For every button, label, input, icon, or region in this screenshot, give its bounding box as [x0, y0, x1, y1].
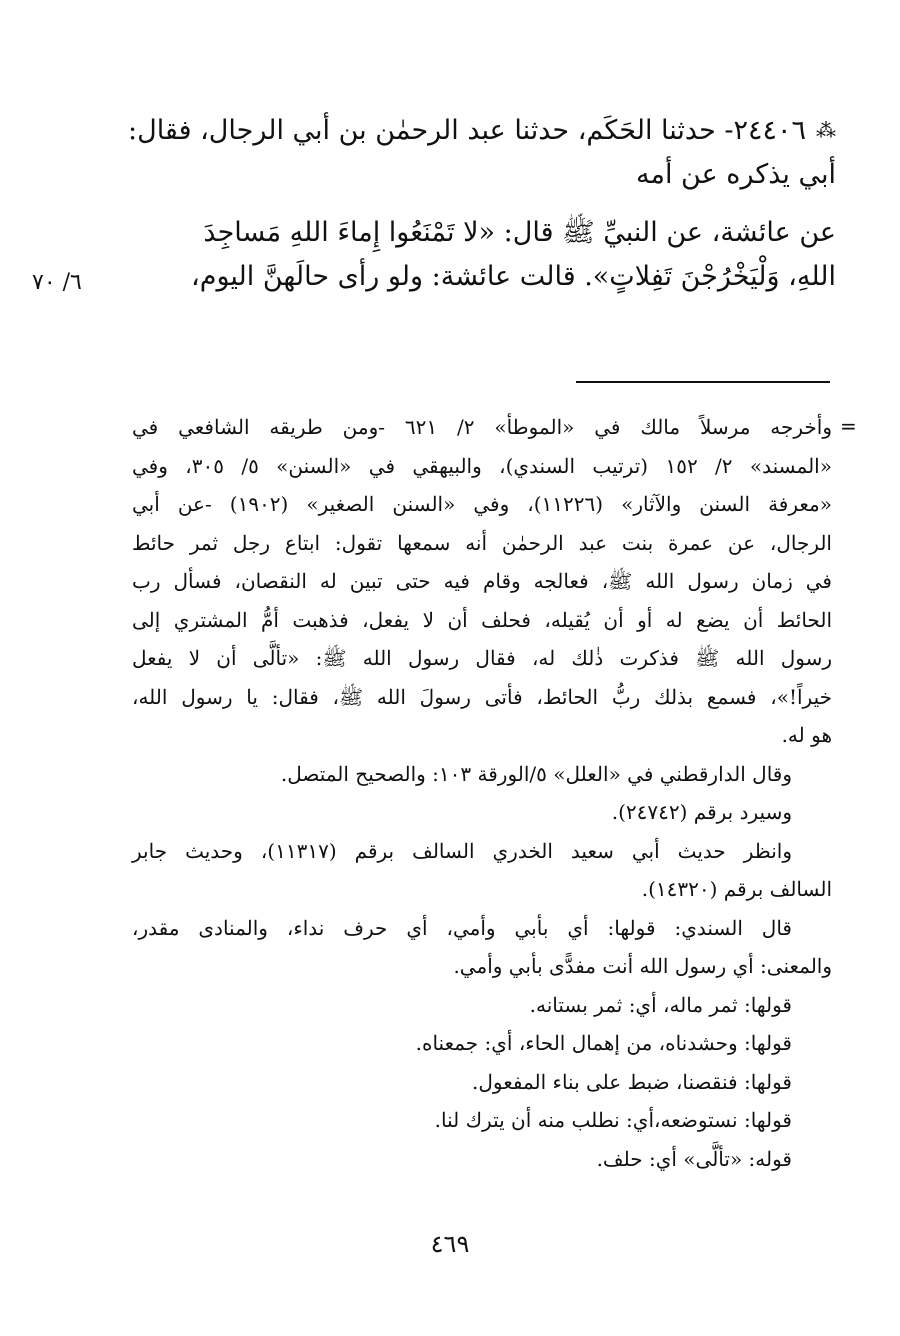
footnote-line: والمعنى: أي رسول الله أنت مفدًّى بأبي وأمي. — [453, 954, 832, 978]
hadith-text — [120, 108, 836, 299]
footnote-line: خيراً!»، فسمع بذلك ربُّ الحائط، فأتى رسولَ الله ﷺ، فقال: يا رسول الله، — [132, 684, 832, 709]
hadith-line-2: أبي يذكره عن أمه — [636, 159, 836, 190]
footnote-line: هو له. — [781, 723, 832, 747]
footnote-line: «المسند» ٢/ ١٥٢ (ترتيب السندي)، والبيهقي في «السنن» ٥/ ٣٠٥، وفي — [132, 453, 832, 478]
margin-reference: ٦/ ٧٠ — [32, 270, 82, 295]
footnote-line: وأخرجه مرسلاً مالك في «الموطأ» ٢/ ٦٢١ -ومن طريقه الشافعي في — [132, 415, 832, 439]
footnote-line: رسول الله ﷺ فذكرت ذٰلك له، فقال رسول الله ﷺ: «تألَّى أن لا يفعل — [132, 646, 832, 670]
footnote-line: في زمان رسول الله ﷺ، فعالجه وقام فيه حتى تبين له النقصان، فسأل رب — [132, 569, 832, 593]
footnote-line: الحائط أن يضع له أو أن يُقيله، فحلف أن لا يفعل، فذهبت أمُّ المشتري إلى — [132, 607, 832, 632]
footnote-line: قولها: نستوضعه،أي: نطلب منه أن يترك لنا. — [434, 1108, 792, 1132]
footnotes — [132, 408, 832, 1178]
footnote-line: قولها: فنقصنا، ضبط على بناء المفعول. — [472, 1069, 792, 1094]
page-number: ٤٦٩ — [430, 1230, 470, 1258]
footnote-line: قوله: «تألَّى» أي: حلف. — [596, 1146, 792, 1171]
hadith-line-4: اللهِ، وَلْيَخْرُجْنَ تَفِلاتٍ». قالت عائشة: ولو رأى حالَهنَّ اليوم، — [191, 261, 836, 292]
footnote-separator — [576, 381, 830, 383]
footnote-line: وانظر حديث أبي سعيد الخدري السالف برقم (١١٣١٧)، وحديث جابر — [132, 838, 792, 863]
hadith-line-1: ⁂٢٤٤٠٦- حدثنا الحَكَم، حدثنا عبد الرحمٰن بن أبي الرجال، فقال: — [120, 108, 836, 153]
continuation-mark: = — [840, 414, 857, 438]
footnote-line: «معرفة السنن والآثار» (١١٢٢٦)، وفي «السنن الصغير» (١٩٠٢) -عن أبي — [132, 492, 832, 516]
footnote-line: قولها: ثمر ماله، أي: ثمر بستانه. — [529, 992, 792, 1017]
footnote-line: الرجال، عن عمرة بنت عبد الرحمٰن أنه سمعها تقول: ابتاع رجل ثمر حائط — [132, 530, 832, 555]
footnote-line: وقال الدارقطني في «العلل» ٥/الورقة ١٠٣: والصحيح المتصل. — [280, 761, 792, 786]
footnote-line: قولها: وحشدناه، من إهمال الحاء، أي: جمعناه. — [415, 1031, 792, 1055]
hadith-line-3: عن عائشة، عن النبيِّ ﷺ قال: «لا تَمْنَعُوا إِماءَ اللهِ مَساجِدَ — [203, 217, 836, 248]
footnote-line: السالف برقم (١٤٣٢٠). — [641, 877, 832, 901]
footnote-line: قال السندي: قولها: أي بأبي وأمي، أي حرف نداء، والمنادى مقدر، — [132, 915, 792, 940]
footnote-line: وسيرد برقم (٢٤٧٤٢). — [611, 800, 792, 824]
asterism-icon: ⁂ — [816, 118, 836, 142]
